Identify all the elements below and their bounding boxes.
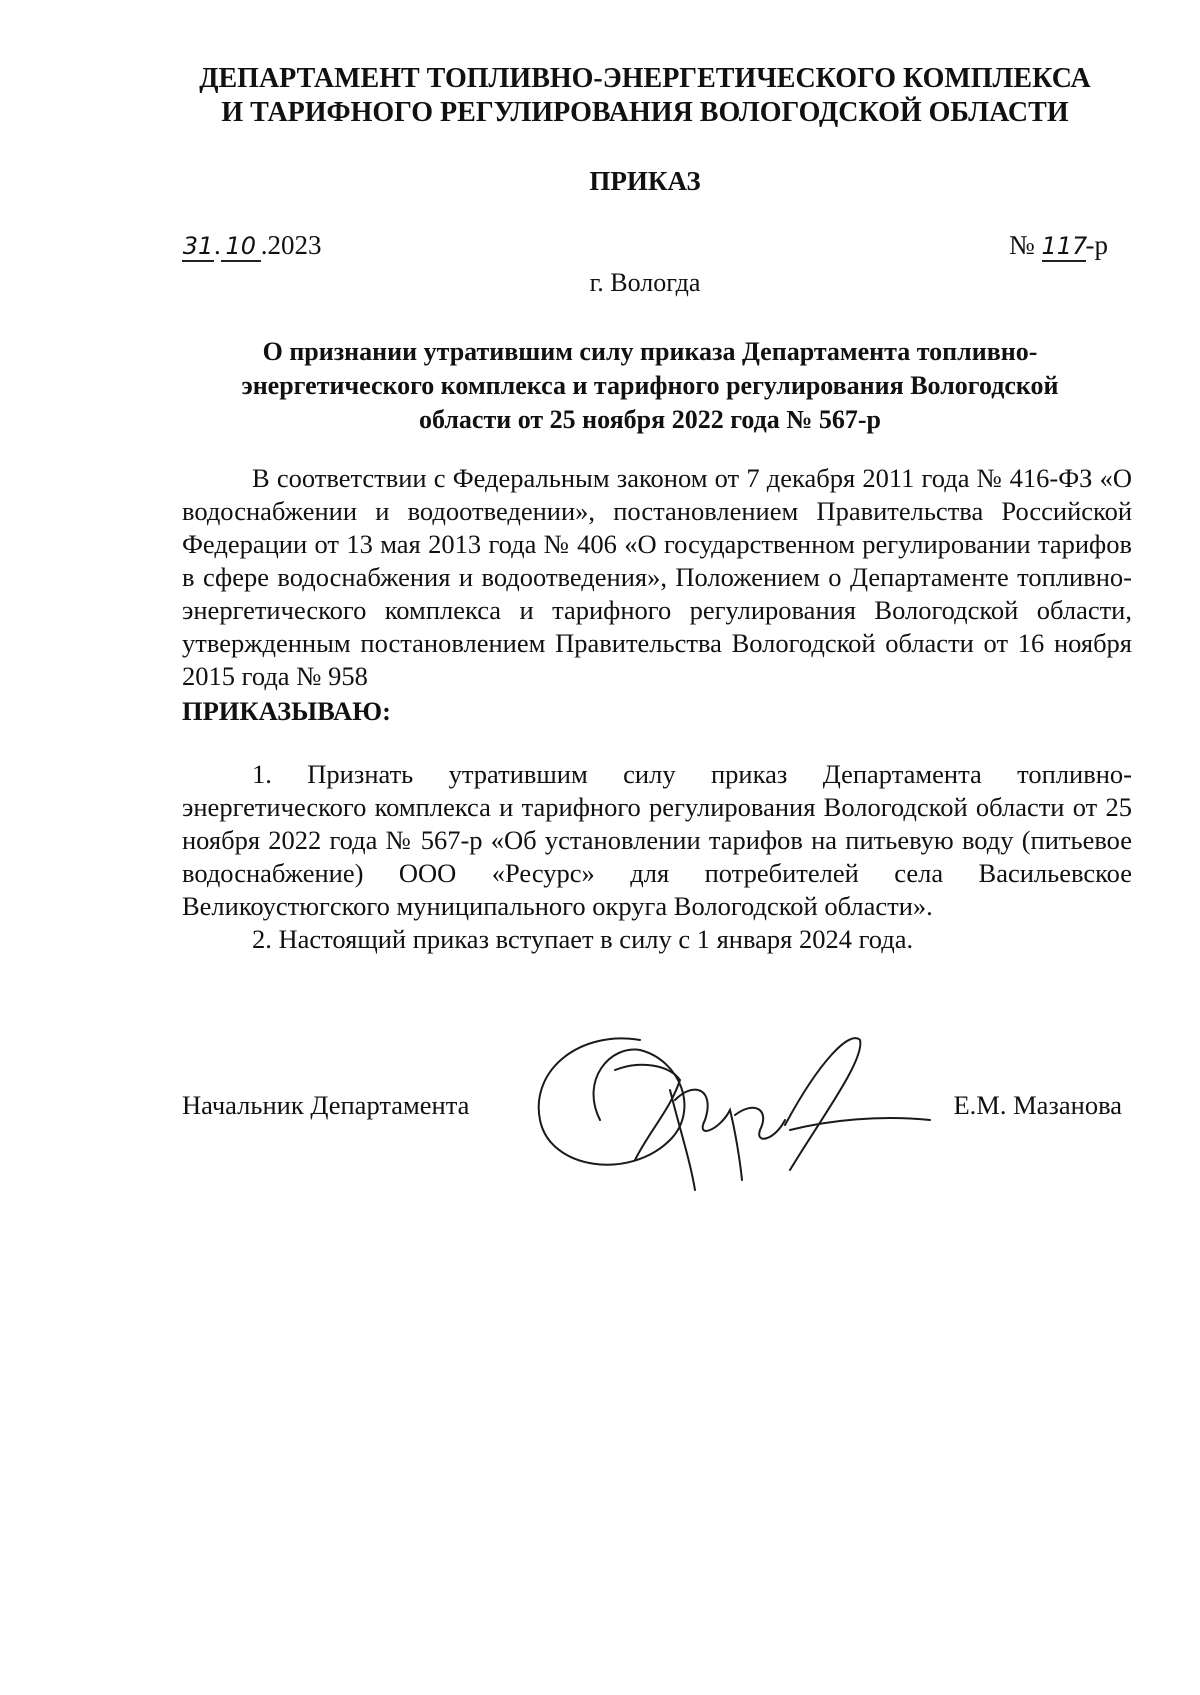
signatory-role: Начальник Департамента [182, 1090, 470, 1120]
date-year: .2023 [260, 230, 322, 260]
signatory-name: Е.М. Мазанова [953, 1090, 1122, 1120]
header-line-1: ДЕПАРТАМЕНТ ТОПЛИВНО-ЭНЕРГЕТИЧЕСКОГО КОМПЛЕКСА [199, 63, 1091, 94]
order-number [1009, 230, 1108, 262]
title-line-3: области от 25 ноября 2022 года № 567-р [418, 405, 882, 434]
header-line-2: И ТАРИФНОГО РЕГУЛИРОВАНИЯ ВОЛОГОДСКОЙ ОБЛАСТИ [221, 97, 1069, 128]
city: г. Вологда [589, 268, 701, 297]
title-line-1: О признании утратившим силу приказа Департамента топливно- [262, 337, 1038, 366]
order-date: 31. 10 .2023 [182, 230, 322, 260]
document-type: ПРИКАЗ [589, 166, 701, 196]
number-prefix: № [1008, 230, 1035, 260]
number-value: 117 [1041, 232, 1088, 260]
order-item-2: 2. Настоящий приказ вступает в силу с 1 января 2024 года. [252, 924, 914, 954]
order-word: ПРИКАЗЫВАЮ: [182, 696, 391, 726]
document-title [190, 335, 1110, 437]
order-item-1: 1. Признать утратившим силу приказ Департамента топливно-энергетического комплекса и тарифного регулирования Вологодской области от 25 ноября 2022 года № 567-р «Об установлении тарифов на питьевую воду (питьевое водоснабжение) ООО «Ресурс» для потребителей села Васильевское Великоустюгского муниципального округа Вологодской области». [182, 759, 1132, 921]
number-suffix: -р [1085, 230, 1108, 260]
department-header [150, 62, 1140, 130]
title-line-2: энергетического комплекса и тарифного регулирования Вологодской [241, 371, 1059, 400]
document-body [182, 462, 1132, 956]
date-day: 31 [182, 232, 214, 260]
preamble-paragraph: В соответствии с Федеральным законом от 7 декабря 2011 года № 416-ФЗ «О водоснабжении и водоотведении», постановлением Правительства Российской Федерации от 13 мая 2013 года № 406 «О государственном регулировании тарифов в сфере водоснабжения и водоотведения», Положением о Департаменте топливно-энергетического комплекса и тарифного регулирования Вологодской области, утвержденным постановлением Правительства Вологодской области от 16 ноября 2015 года № 958 [182, 463, 1132, 691]
date-month: 10 [221, 232, 261, 262]
handwritten-signature [520, 1020, 950, 1200]
